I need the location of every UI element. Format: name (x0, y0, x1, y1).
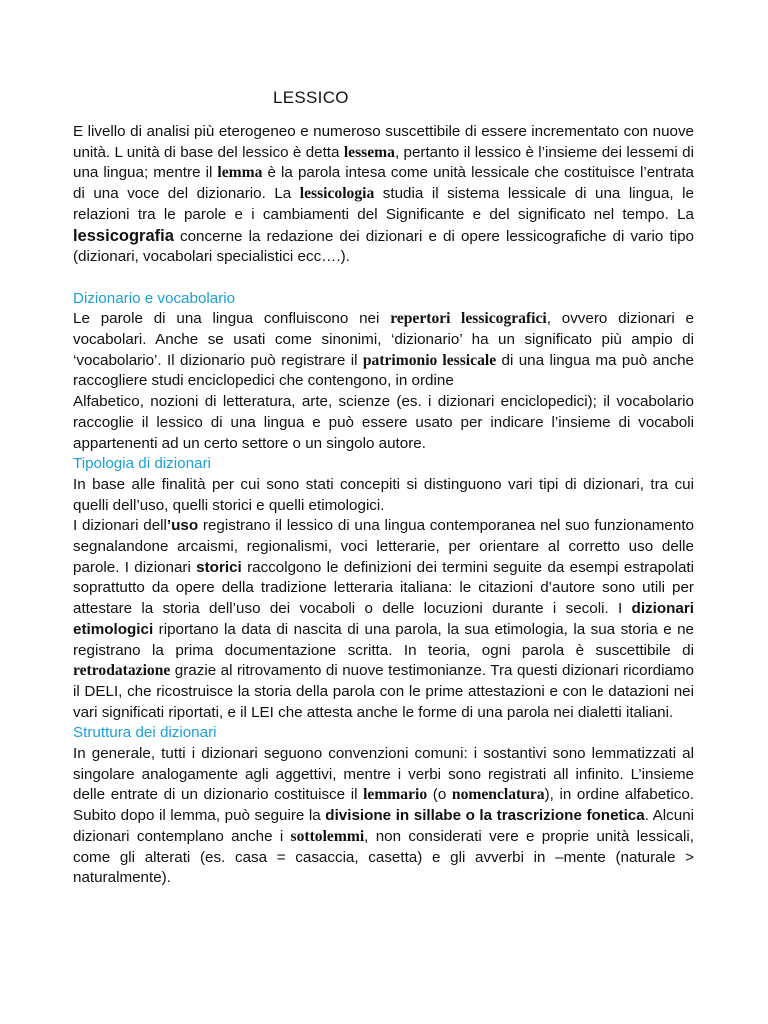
term-patrimonio-lessicale: patrimonio lessicale (362, 351, 497, 369)
term-uso: ’uso (166, 517, 199, 535)
term-dizionari-etimologici: dizionari etimologici (73, 600, 694, 638)
section1-text-1: Le parole di una lingua confluiscono nei (73, 310, 391, 328)
section2-paragraph-1: In base alle finalità per cui sono stati concepiti si distinguono vari tipi di dizionari, tra cui quelli dell’uso, quelli storici e quelli etimologici. (73, 475, 694, 514)
intro-text-5: concerne la redazione dei dizionari e di opere lessicografiche di vario tipo (dizionari, vocabolari specialistici ecc….). (73, 227, 694, 266)
term-retrodatazione: retrodatazione (73, 662, 171, 680)
section1-paragraph-1 (73, 309, 694, 392)
section3-text-1: In generale, tutti i dizionari seguono convenzioni comuni: i sostantivi sono lemmatizzati al singolare analogamente agli aggettivi, mentre i verbi sono registrati all infinito. L’insieme delle entrate di un dizionario costituisce il (73, 745, 694, 804)
section2-text-4: riportano la data di nascita di una parola, la sua etimologia, la sua storia e ne registrano la prima documentazione scritta. In teoria, ogni parola è suscettibile di (73, 620, 694, 659)
term-storici: storici (196, 558, 242, 576)
section2-text-5: grazie al ritrovamento di nuove testimonianze. Tra questi dizionari ricordiamo il DELI, che ricostruisce la storia della parola con le prime attestazioni e con le datazioni nei vari significati riportati, e il LEI che attesta anche le forme di una parola nei dialetti italiani. (73, 662, 694, 721)
section-heading-dizionario-vocabolario: Dizionario e vocabolario (73, 289, 236, 307)
term-repertori-lessicografici: repertori lessicografici (390, 310, 547, 328)
section-heading-tipologia: Tipologia di dizionari (73, 455, 211, 473)
term-lessicologia: lessicologia (299, 185, 375, 203)
page-title: LESSICO (273, 88, 349, 107)
section3-text-5: , non considerati vere e proprie unità lessicali, come gli alterati (es. casa = casaccia, casetta) e gli avverbi in –mente (naturale > naturalmente). (73, 827, 694, 887)
section3-text-3: ), in ordine alfabetico. Subito dopo il lemma, può seguire la (73, 786, 694, 825)
section2-text-3: raccolgono le definizioni dei termini seguite da esempi estrapolati soprattutto da opere della tradizione letteraria italiana: le citazioni d’autore sono utili per attestare la storia dell’uso dei vocaboli o delle locuzioni durante i secoli. I (73, 558, 694, 618)
intro-text-2: , pertanto il lessico è l’insieme dei lessemi di una lingua; mentre il (73, 143, 694, 182)
section1-text-3: di una lingua ma può anche raccogliere studi enciclopedici che contengono, in ordine (73, 351, 694, 390)
term-lemmario: lemmario (363, 786, 428, 804)
term-lessema: lessema (343, 143, 395, 161)
paragraph-gap (73, 268, 694, 289)
intro-text-4: studia il sistema lessicale di una lingua, le relazioni tra le parole e i cambiamenti del Significante e del significato nel tempo. La (73, 185, 694, 223)
section3-paragraph (73, 744, 694, 889)
intro-text-3: è la parola intesa come unità lessicale che costituisce l’entrata di una voce del dizionario. La (73, 164, 694, 203)
term-lessicografia: lessicografia (73, 226, 174, 245)
section3-text-4: . Alcuni dizionari contemplano anche i (73, 807, 695, 845)
section-heading-struttura: Struttura dei dizionari (73, 724, 217, 742)
intro-paragraph (73, 122, 694, 268)
section2-paragraph-2 (73, 516, 694, 723)
document-body (73, 122, 694, 889)
section2-text-1: I dizionari dell (73, 517, 167, 535)
section1-text-2: , ovvero dizionari e vocabolari. Anche se usati come sinonimi, ‘dizionario’ ha un significato più ampio di ‘vocabolario’. Il dizionario può registrare il (73, 310, 694, 369)
term-nomenclatura: nomenclatura (451, 786, 545, 804)
section1-paragraph-2: Alfabetico, nozioni di letteratura, arte, scienze (es. i dizionari enciclopedici); il vocabolario raccoglie il lessico di una lingua e può essere usato per indicare l’insieme di vocaboli appartenenti ad un certo settore o un singolo autore. (73, 393, 694, 452)
term-sottolemmi: sottolemmi (290, 827, 365, 845)
intro-text-1: E livello di analisi più eterogeneo e numeroso suscettibile di essere incrementato con nuove unità. L unità di base del lessico è detta (73, 123, 694, 161)
term-lemma: lemma (217, 164, 263, 182)
section2-text-2: registrano il lessico di una lingua contemporanea nel suo funzionamento segnalandone arcaismi, regionalismi, voci letterarie, per orientare al corretto uso delle parole. I dizionari (73, 517, 694, 576)
term-divisione-in-sillabe: divisione in sillabe o la trascrizione fonetica (325, 807, 645, 825)
section3-text-2: (o (427, 786, 452, 804)
